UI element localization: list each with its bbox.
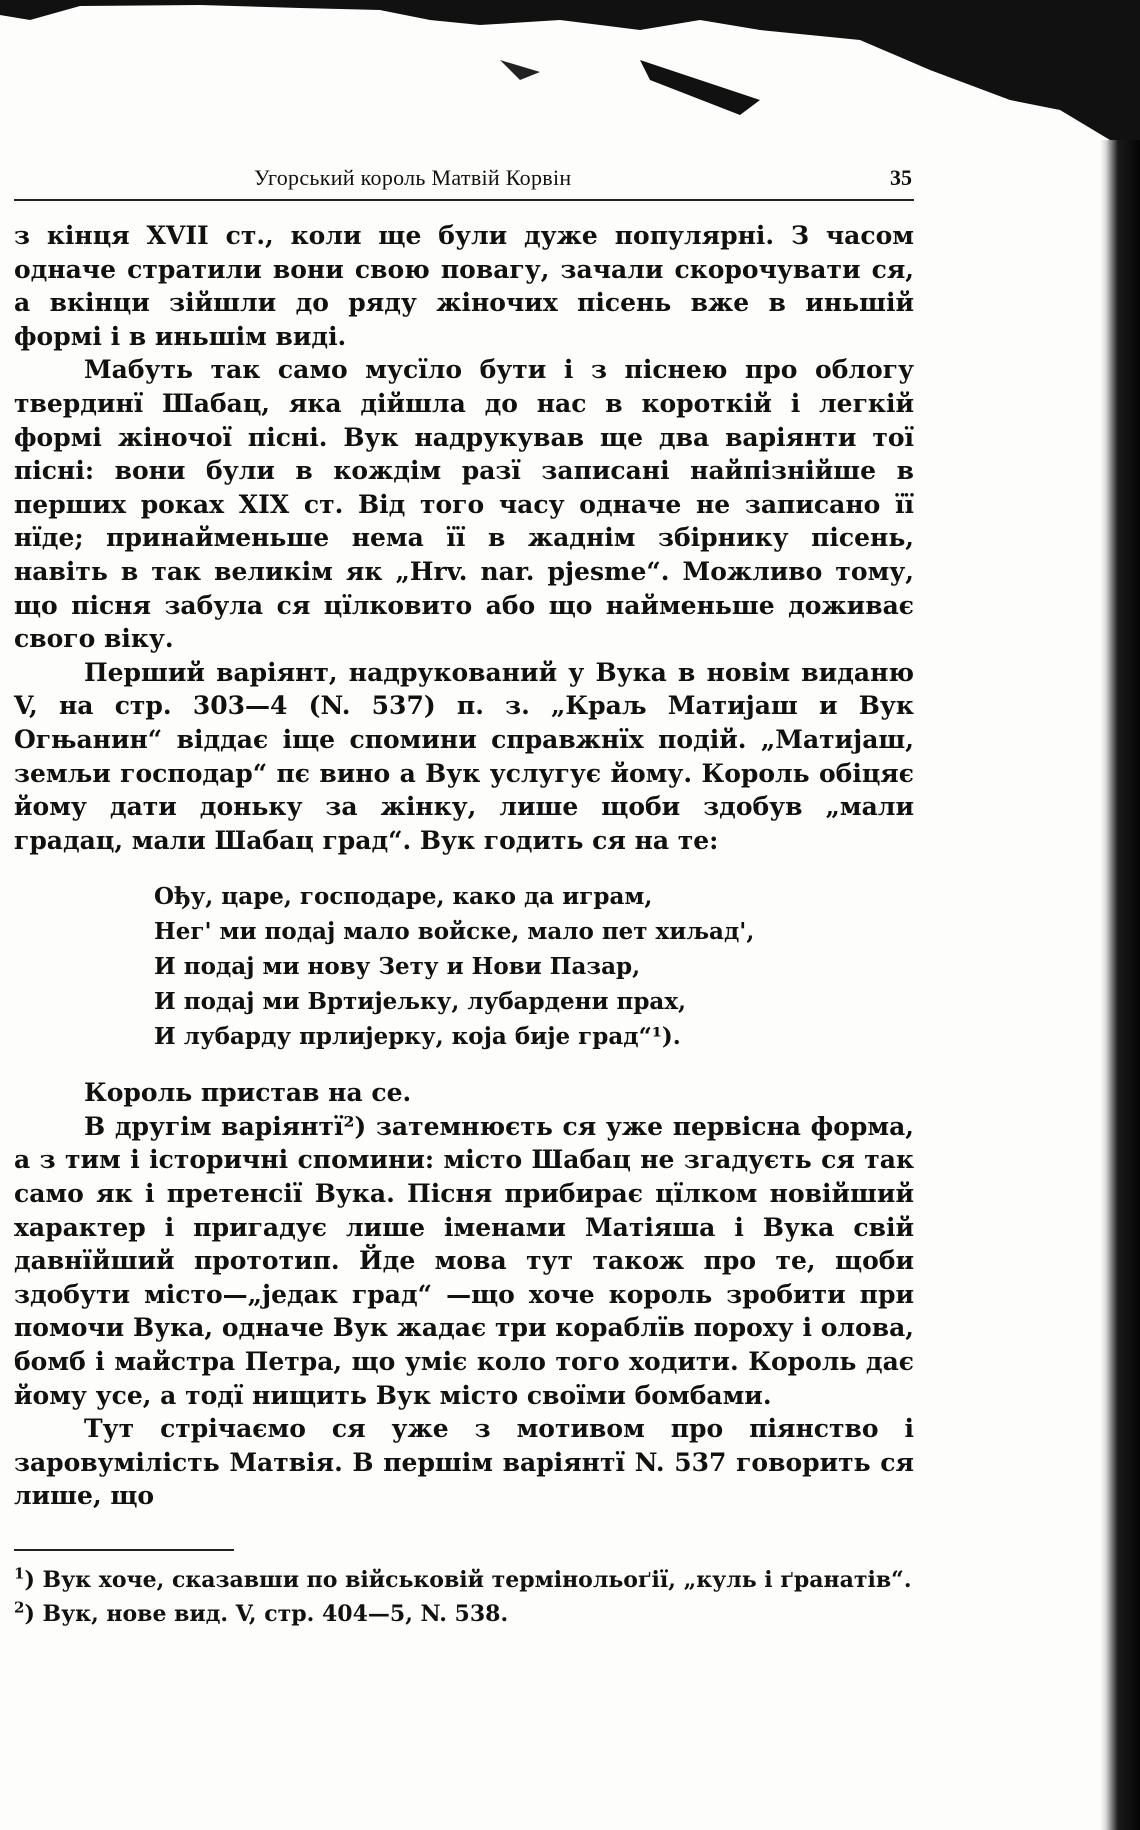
page-number: 35 [890,165,912,190]
footnote-text: ) Вук хоче, сказавши по військовій термінольоґії, „куль і ґранатів“. [24,1567,912,1593]
footnote-text: ) Вук, нове вид. V, стр. 404—5, N. 538. [24,1601,509,1627]
footnotes [14,1565,914,1629]
paragraph: з кінця XVII ст., коли ще були дуже популярні. З часом одначе стратили вони свою повагу, зачали скорочувати ся, а вкінци зійшли до ряду жіночих пісень вже в иньшій формі і в иньшім виді. [14,221,914,351]
body-text [14,219,914,1513]
footnote-mark: 2 [14,1598,25,1617]
footnote [14,1599,914,1629]
footnote-mark: 1 [14,1564,25,1583]
verse-line: И подај ми нову Зету и Нови Пазар, [154,953,641,981]
verse-line: Нег' ми подај мало войске, мало пет хиљад', [154,918,755,946]
scan-damage-top [0,0,1140,140]
paragraph: В другім варіянтї²) затемнюєть ся уже первісна форма, а з тим і історичні спомини: місто Шабац не згадуєть ся так само як і претенсії Вука. Пісня прибирає цїлком новійший характер і пригадує лише іменами Матіяша і Вука свій давнїйший прототип. Йде мова тут також про те, щоби здобути місто—„једак град“ —що хоче король зробити при помочи Вука, одначе Вук жадає три кораблїв пороху і олова, бомб і майстра Петра, що уміє коло того ходити. Король дає йому усе, а тодї нищить Вук місто своїми бомбами. [14,1111,914,1410]
verse-line: И подај ми Вртијељку, лубардени прах, [154,988,687,1016]
verse-line: Ођу, царе, господаре, како да играм, [154,883,653,911]
verse-quotation [154,879,914,1054]
running-title: Угорський король Матвій Корвін [254,165,572,190]
footnote-rule [14,1549,234,1551]
verse-line: И лубарду прлијерку, која бије град“¹). [154,1023,681,1051]
footnote [14,1565,914,1595]
paragraph: Перший варіянт, надрукований у Вука в новім виданю V, на стр. 303—4 (N. 537) п. з. „Краљ Матијаш и Вук Огњанин“ віддає іще спомини справжнїх подій. „Матијаш, земљи господар“ пє вино а Вук услугує йому. Король обіцяє йому дати доньку за жінку, лише щоби здобув „мали градац, мали Шабац град“. Вук годить ся на те: [14,657,914,855]
paragraph: Тут стрічаємо ся уже з мотивом про піянство і заровумілість Матвія. В першім варіянтї N. 537 говорить ся лише, що [14,1414,914,1511]
book-page [14,155,914,1633]
paragraph: Мабуть так само мусїло бути і з піснею про облогу твердинї Шабац, яка дійшла до нас в короткій і легкій формі жіночої пісні. Вук надрукував ще два варіянти тої пісні: вони були в кождім разї записані найпізнійше в перших роках XIX ст. Від того часу одначе не записано її нїде; принайменьше нема її в жаднім збірнику пісень, навіть в так великім як „Hrv. nar. pjesme“. Можливо тому, що пісня забула ся цїлковито або що найменьше доживає свого віку. [14,355,914,654]
paragraph: Король пристав на се. [84,1078,412,1108]
running-head [14,155,914,201]
scan-damage-right [1100,140,1140,1830]
